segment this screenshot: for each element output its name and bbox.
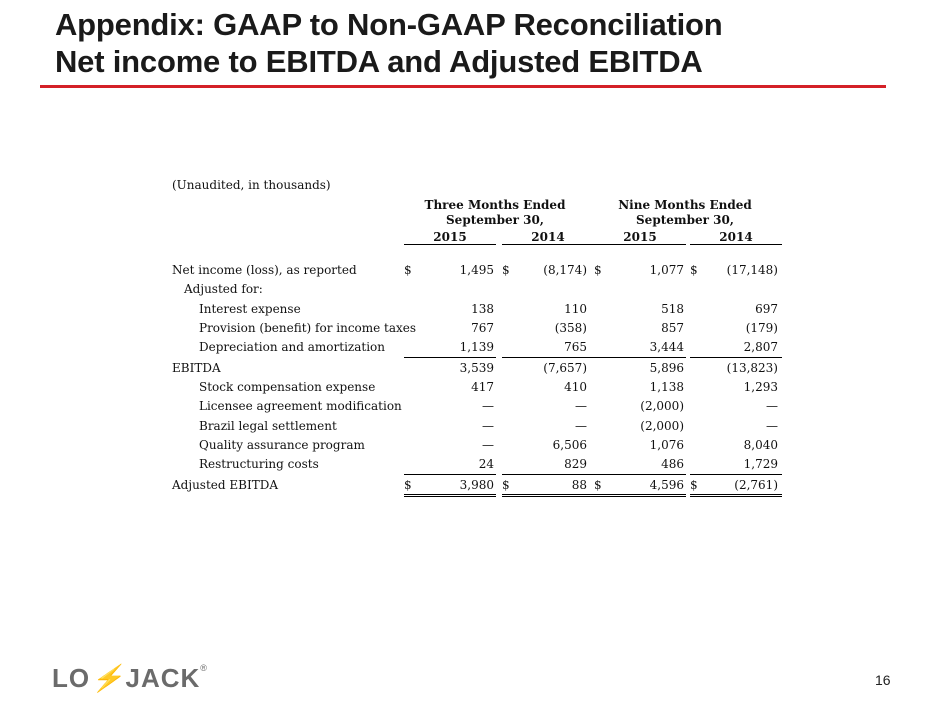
table-row — [172, 361, 782, 380]
subtotal-underline — [594, 474, 686, 475]
group-header-nine-months: Nine Months Ended September 30, — [618, 198, 752, 227]
group-header-three-months: Three Months Ended September 30, — [424, 198, 566, 227]
table-row — [172, 263, 782, 282]
currency-symbol: $ — [594, 478, 602, 492]
cell-value: 410 — [564, 380, 587, 394]
currency-symbol: $ — [690, 263, 698, 277]
cell-value: — — [575, 399, 587, 413]
currency-symbol: $ — [502, 263, 510, 277]
table-subtitle: (Unaudited, in thousands) — [172, 178, 331, 192]
cell-value: — — [575, 419, 587, 433]
cell-value: 88 — [571, 478, 587, 492]
cell-value: 829 — [564, 457, 587, 471]
table-row — [172, 399, 782, 418]
page-title — [55, 6, 895, 80]
cell-value: (2,000) — [640, 399, 684, 413]
subtotal-underline — [502, 474, 594, 475]
cell-value: 5,896 — [649, 361, 684, 375]
row-label: EBITDA — [172, 361, 221, 375]
cell-value: 6,506 — [552, 438, 587, 452]
cell-value: — — [766, 419, 778, 433]
subtotal-underline — [404, 474, 496, 475]
cell-value: 3,980 — [459, 478, 494, 492]
row-label: Interest expense — [199, 302, 301, 316]
cell-value: 1,495 — [459, 263, 494, 277]
cell-value: 8,040 — [743, 438, 778, 452]
total-double-underline — [594, 494, 686, 497]
total-double-underline — [690, 494, 782, 497]
lightning-bolt-icon: ⚡ — [91, 663, 125, 693]
subtotal-underline — [502, 357, 594, 358]
table-row — [172, 302, 782, 321]
subtotal-underline — [594, 357, 686, 358]
row-label: Licensee agreement modification — [199, 399, 402, 413]
row-label: Adjusted for: — [184, 282, 263, 296]
cell-value: 1,077 — [649, 263, 684, 277]
page-number: 16 — [875, 672, 891, 688]
header-underline — [594, 244, 686, 245]
cell-value: 697 — [755, 302, 778, 316]
row-label: Stock compensation expense — [199, 380, 376, 394]
year-header: 2015 — [433, 230, 467, 244]
cell-value: 417 — [471, 380, 494, 394]
row-label: Provision (benefit) for income taxes — [199, 321, 417, 335]
cell-value: 138 — [471, 302, 494, 316]
cell-value: (2,761) — [734, 478, 778, 492]
cell-value: (17,148) — [726, 263, 778, 277]
header-underline — [404, 244, 496, 245]
row-label: Adjusted EBITDA — [172, 478, 278, 492]
row-label: Depreciation and amortization — [199, 340, 386, 354]
title-line-1: Appendix: GAAP to Non-GAAP Reconciliation — [55, 7, 723, 42]
row-label: Brazil legal settlement — [199, 419, 337, 433]
cell-value: 2,807 — [743, 340, 778, 354]
cell-value: (13,823) — [726, 361, 778, 375]
subtotal-underline — [690, 357, 782, 358]
cell-value: 3,539 — [459, 361, 494, 375]
total-double-underline — [502, 494, 594, 497]
table-row — [172, 282, 782, 301]
currency-symbol: $ — [594, 263, 602, 277]
header-underline — [690, 244, 782, 245]
cell-value: 1,139 — [459, 340, 494, 354]
cell-value: 857 — [661, 321, 684, 335]
table-row — [172, 438, 782, 457]
cell-value: 3,444 — [649, 340, 684, 354]
cell-value: — — [766, 399, 778, 413]
cell-value: — — [482, 438, 494, 452]
cell-value: 1,729 — [743, 457, 778, 471]
cell-value: 4,596 — [649, 478, 684, 492]
cell-value: 1,076 — [649, 438, 684, 452]
year-header: 2014 — [719, 230, 753, 244]
subtotal-underline — [404, 357, 496, 358]
cell-value: 1,293 — [743, 380, 778, 394]
total-double-underline — [404, 494, 496, 497]
row-label: Net income (loss), as reported — [172, 263, 357, 277]
table-row — [172, 380, 782, 399]
year-header: 2014 — [531, 230, 565, 244]
cell-value: (179) — [745, 321, 778, 335]
year-header: 2015 — [623, 230, 657, 244]
currency-symbol: $ — [404, 478, 412, 492]
table-row — [172, 321, 782, 340]
cell-value: 767 — [471, 321, 494, 335]
cell-value: — — [482, 419, 494, 433]
row-label: Restructuring costs — [199, 457, 319, 471]
lojack-logo: LO⚡JACK® — [52, 663, 208, 693]
table-row — [172, 419, 782, 438]
cell-value: 518 — [661, 302, 684, 316]
title-divider — [40, 85, 886, 88]
currency-symbol: $ — [502, 478, 510, 492]
cell-value: — — [482, 399, 494, 413]
cell-value: (2,000) — [640, 419, 684, 433]
title-line-2: Net income to EBITDA and Adjusted EBITDA — [55, 44, 703, 79]
cell-value: (358) — [554, 321, 587, 335]
cell-value: (7,657) — [543, 361, 587, 375]
header-underline — [502, 244, 594, 245]
subtotal-underline — [690, 474, 782, 475]
cell-value: 486 — [661, 457, 684, 471]
cell-value: 24 — [478, 457, 494, 471]
row-label: Quality assurance program — [199, 438, 365, 452]
cell-value: (8,174) — [543, 263, 587, 277]
cell-value: 765 — [564, 340, 587, 354]
currency-symbol: $ — [404, 263, 412, 277]
cell-value: 1,138 — [649, 380, 684, 394]
cell-value: 110 — [564, 302, 587, 316]
currency-symbol: $ — [690, 478, 698, 492]
